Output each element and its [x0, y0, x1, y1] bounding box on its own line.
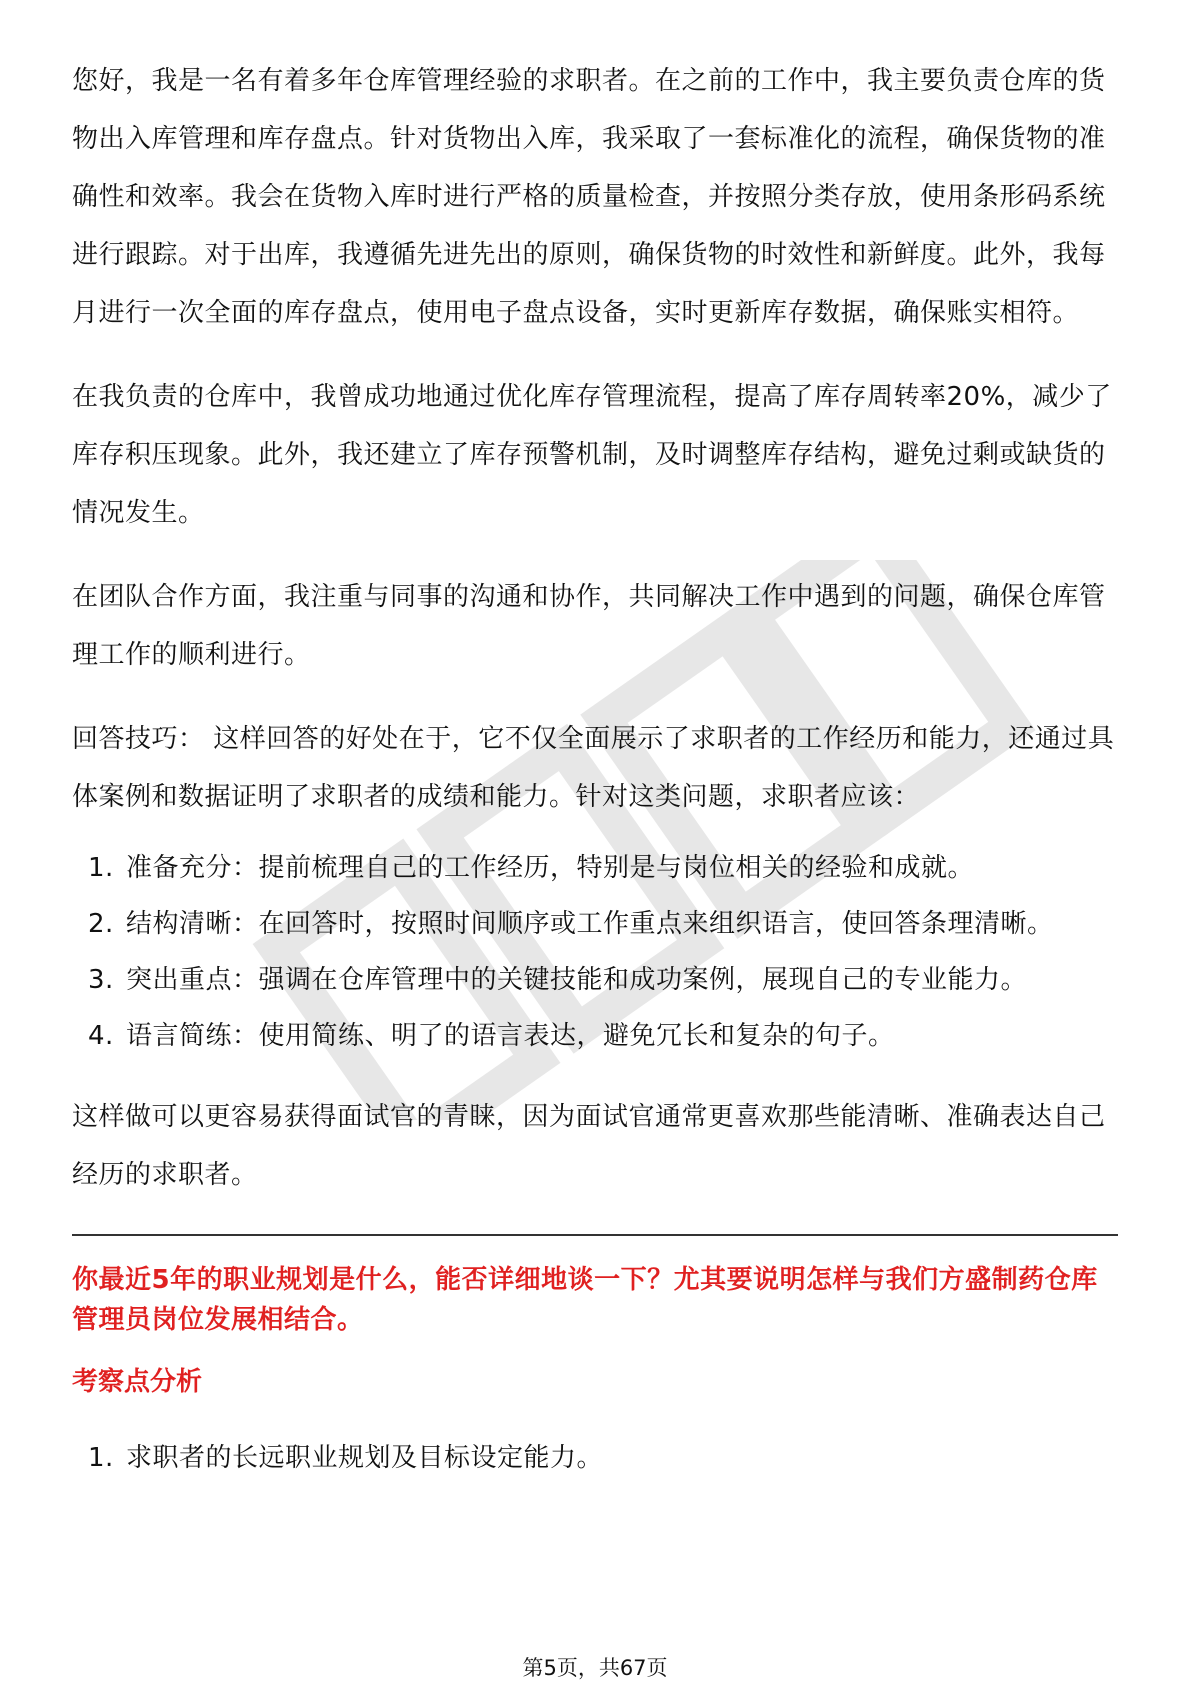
paragraph-teamwork: 在团队合作方面，我注重与同事的沟通和协作，共同解决工作中遇到的问题，确保仓库管理工作的顺利进行。: [72, 582, 1106, 670]
list-item: 2. 结构清晰：在回答时，按照时间顺序或工作重点来组织语言，使回答条理清晰。: [88, 909, 1054, 939]
paragraph-closing: 这样做可以更容易获得面试官的青睐，因为面试官通常更喜欢那些能清晰、准确表达自己经历的求职者。: [72, 1102, 1106, 1190]
tips-list: [72, 840, 1118, 1064]
analysis-list: [72, 1430, 1118, 1486]
paragraph-experience: 您好，我是一名有着多年仓库管理经验的求职者。在之前的工作中，我主要负责仓库的货物出入库管理和库存盘点。针对货物出入库，我采取了一套标准化的流程，确保货物的准确性和效率。我会在货物入库时进行严格的质量检查，并按照分类存放，使用条形码系统进行跟踪。对于出库，我遵循先进先出的原则，确保货物的时效性和新鲜度。此外，我每月进行一次全面的库存盘点，使用电子盘点设备，实时更新库存数据，确保账实相符。: [72, 66, 1106, 328]
document-body: [72, 52, 1118, 1510]
analysis-heading: 考察点分析: [72, 1367, 203, 1397]
list-item: 1. 求职者的长远职业规划及目标设定能力。: [88, 1443, 604, 1473]
paragraph-answer-tips: 回答技巧： 这样回答的好处在于，它不仅全面展示了求职者的工作经历和能力，还通过具体案例和数据证明了求职者的成绩和能力。针对这类问题，求职者应该：: [72, 724, 1115, 812]
page-footer: 第5页，共67页: [522, 1656, 668, 1680]
paragraph-achievement: 在我负责的仓库中，我曾成功地通过优化库存管理流程，提高了库存周转率20%，减少了库存积压现象。此外，我还建立了库存预警机制，及时调整库存结构，避免过剩或缺货的情况发生。: [72, 382, 1112, 528]
interview-question: 你最近5年的职业规划是什么，能否详细地谈一下？尤其要说明怎样与我们方盛制药仓库管理员岗位发展相结合。: [72, 1265, 1098, 1335]
list-item: 1. 准备充分：提前梳理自己的工作经历，特别是与岗位相关的经验和成就。: [88, 853, 975, 883]
list-item: 4. 语言简练：使用简练、明了的语言表达，避免冗长和复杂的句子。: [88, 1021, 895, 1051]
list-item: 3. 突出重点：强调在仓库管理中的关键技能和成功案例，展现自己的专业能力。: [88, 965, 1028, 995]
section-divider: [72, 1234, 1118, 1236]
